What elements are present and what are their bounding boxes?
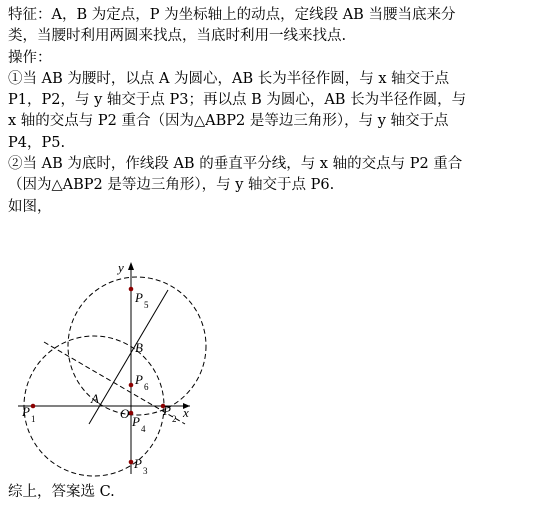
text-line: x 轴的交点与 P2 重合（因为△ABP2 是等边三角形），与 y 轴交于点	[8, 113, 449, 130]
svg-text:P: P	[163, 403, 171, 418]
solution-text	[8, 5, 534, 218]
line-5	[8, 90, 534, 111]
text-line: 操作：	[8, 49, 52, 66]
line-6	[8, 111, 534, 132]
line-7	[8, 133, 534, 154]
text-line: 如图，	[8, 198, 52, 215]
y-axis-label: y	[118, 260, 124, 275]
figure-svg	[0, 252, 220, 482]
text-line: （因为△ABP2 是等边三角形），与 y 轴交于点 P6.	[8, 177, 335, 194]
svg-text:3: 3	[143, 466, 148, 476]
label-p3	[133, 456, 148, 476]
svg-text:1: 1	[31, 414, 36, 424]
y-axis-arrow-icon	[128, 262, 134, 270]
text-line: 特征：A，B 为定点，P 为坐标轴上的动点，定线段 AB 当腰当底来分	[8, 7, 456, 23]
svg-text:P: P	[135, 372, 143, 387]
line-4	[8, 69, 534, 90]
text-line: ②当 AB 为底时，作线段 AB 的垂直平分线，与 x 轴的交点与 P2 重合	[8, 156, 463, 173]
line-3	[8, 48, 534, 69]
svg-text:P: P	[134, 456, 142, 471]
svg-text:P: P	[132, 414, 140, 429]
point-p6	[129, 383, 134, 388]
conclusion: 综上，答案选 C.	[8, 484, 115, 500]
svg-text:6: 6	[144, 382, 149, 392]
text-line: P1，P2，与 y 轴交于点 P3；再以点 B 为圆心，AB 长为半径作圆，与	[8, 92, 467, 109]
line-2	[8, 26, 534, 47]
point-p3	[129, 460, 134, 465]
x-axis-label: x	[183, 405, 189, 420]
svg-text:P: P	[135, 290, 143, 305]
label-p4	[131, 414, 146, 434]
geometry-figure	[0, 252, 220, 482]
text-line: ①当 AB 为腰时，以点 A 为圆心，AB 长为半径作圆，与 x 轴交于点	[8, 70, 450, 87]
point-b-label: B	[135, 340, 143, 355]
origin-label: O	[120, 406, 130, 421]
line-10	[8, 197, 534, 218]
line-9	[8, 175, 534, 196]
text-line: 类，当腰时利用两圆来找点，当底时利用一线来找点.	[8, 28, 347, 45]
perpendicular-bisector	[89, 290, 168, 424]
svg-text:5: 5	[144, 300, 149, 310]
text-line: P4，P5.	[8, 134, 66, 151]
point-p1	[31, 404, 36, 409]
line-1	[8, 5, 534, 26]
point-p5	[129, 287, 134, 292]
point-a-label: A	[91, 391, 99, 406]
point-markers	[31, 287, 166, 465]
svg-text:P: P	[22, 404, 30, 419]
svg-text:2: 2	[172, 414, 177, 424]
label-p6	[134, 372, 149, 392]
label-p5	[134, 290, 149, 310]
svg-text:4: 4	[141, 424, 146, 434]
line-8	[8, 154, 534, 175]
